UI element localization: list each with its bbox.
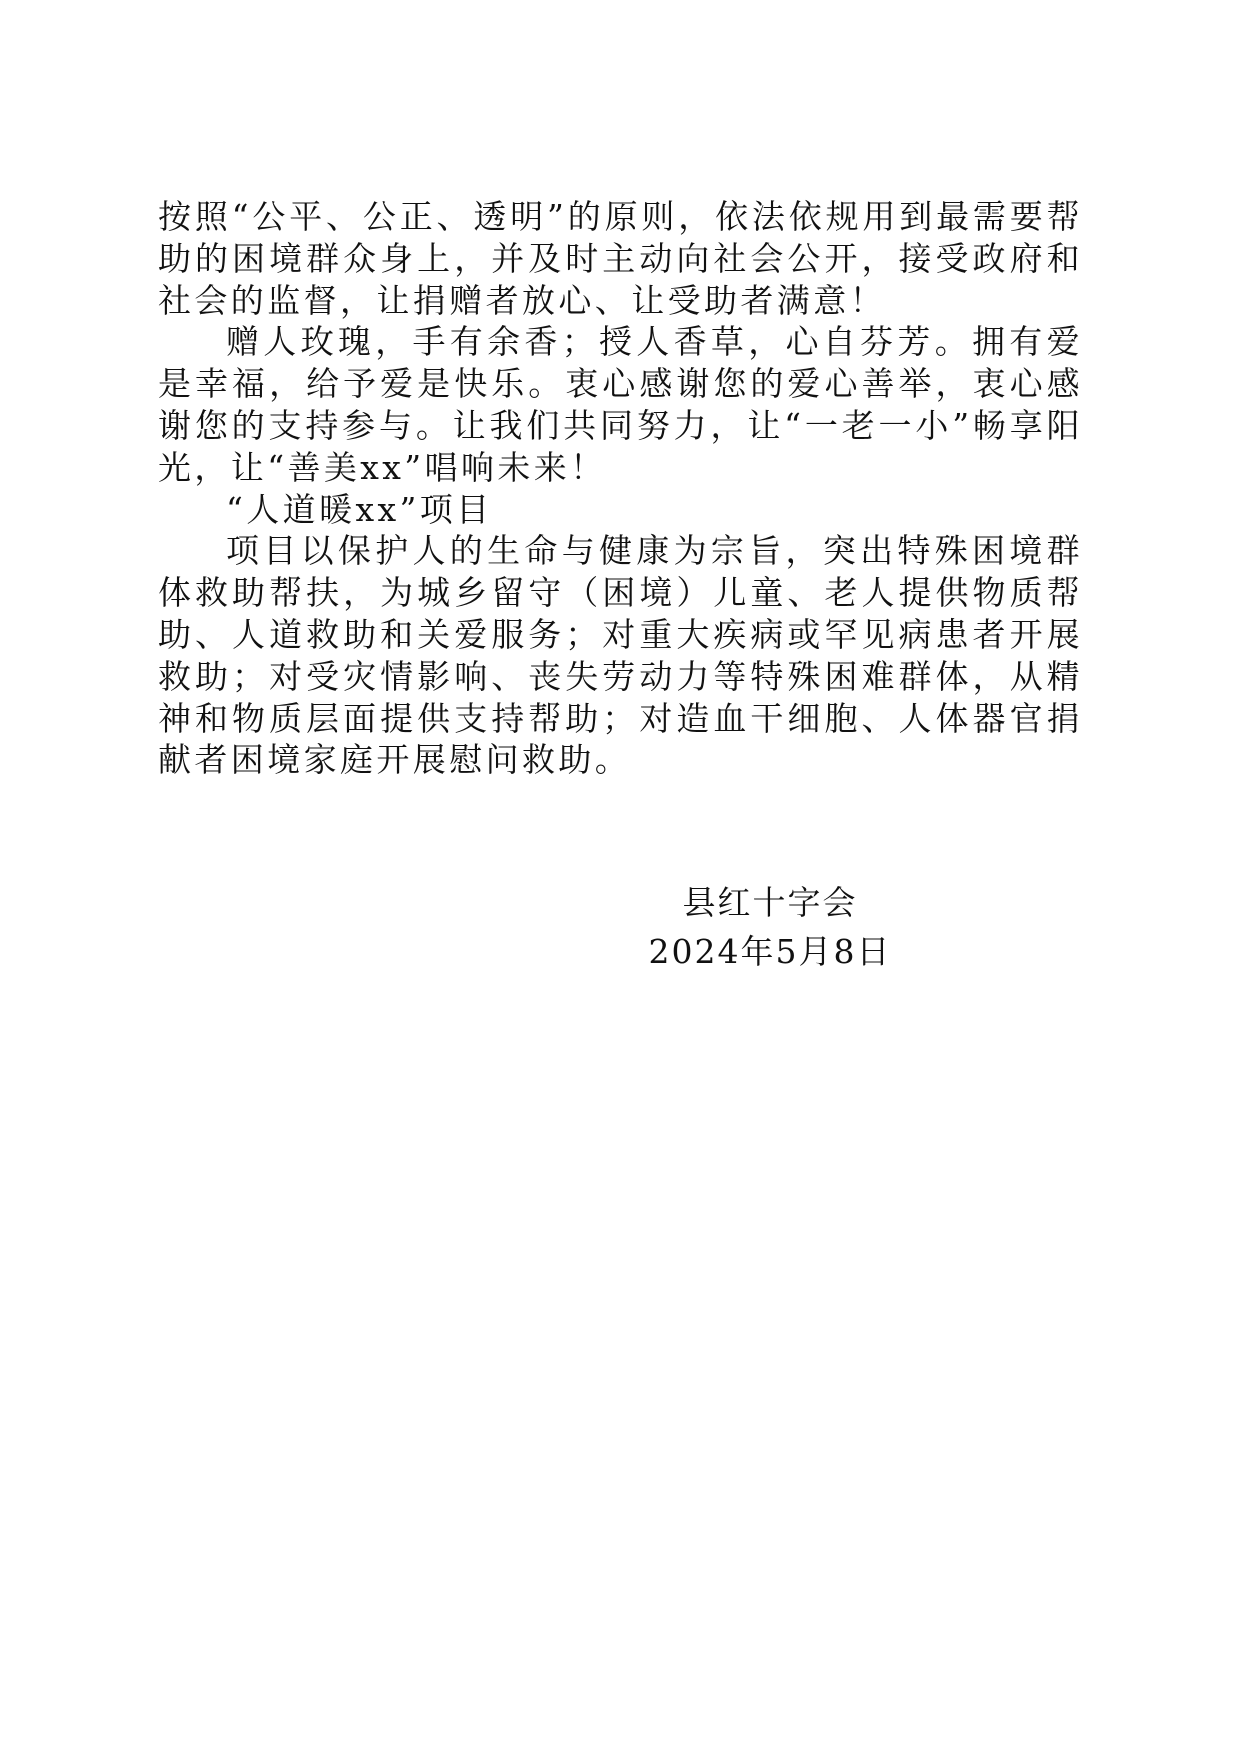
paragraph-principle: 按照“公平、公正、透明”的原则，依法依规用到最需要帮助的困境群众身上，并及时主动向社会公开，接受政府和社会的监督，让捐赠者放心、让受助者满意！	[158, 197, 1083, 320]
paragraph-project-description: 项目以保护人的生命与健康为宗旨，突出特殊困境群体救助帮扶，为城乡留守（困境）儿童、老人提供物质帮助、人道救助和关爱服务；对重大疾病或罕见病患者开展救助；对受灾情影响、丧失劳动力等特殊困难群体，从精神和物质层面提供支持帮助；对造血干细胞、人体器官捐献者困境家庭开展慰问救助。	[158, 531, 1083, 780]
signature-block	[620, 878, 920, 976]
signature-date: 2024年5月8日	[648, 932, 892, 971]
signature-organization: 县红十字会	[682, 883, 858, 922]
project-heading: “人道暖xx”项目	[226, 489, 493, 529]
document-body	[158, 196, 1083, 781]
paragraph-thanks: 赠人玫瑰，手有余香；授人香草，心自芬芳。拥有爱是幸福，给予爱是快乐。衷心感谢您的爱心善举，衷心感谢您的支持参与。让我们共同努力，让“一老一小”畅享阳光，让“善美xx”唱响未来！	[158, 322, 1083, 487]
